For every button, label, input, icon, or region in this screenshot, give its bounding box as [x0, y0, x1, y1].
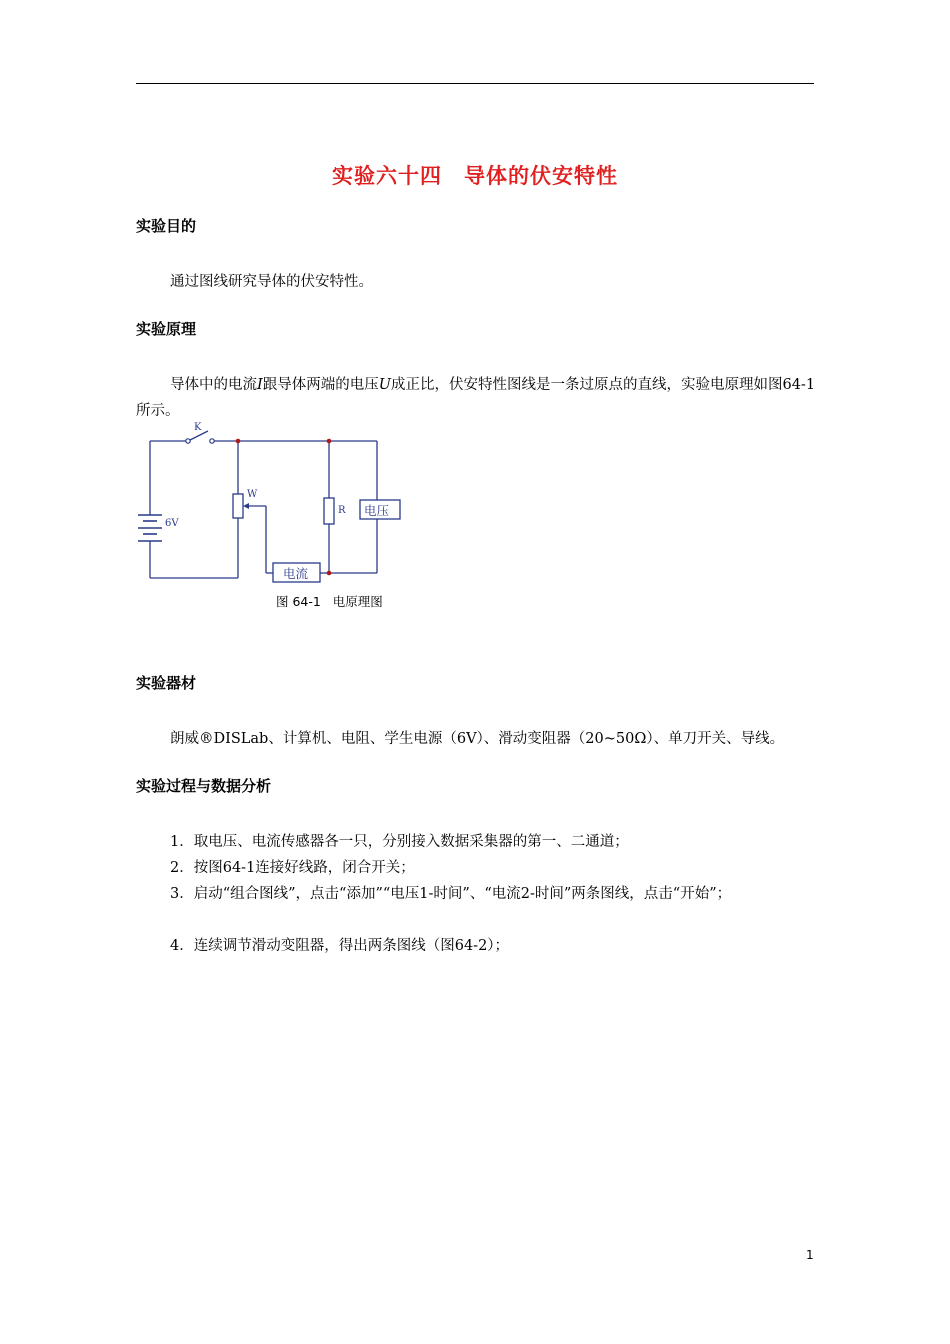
label-r: R — [338, 505, 346, 516]
variable-i: I — [257, 377, 263, 393]
variable-u: U — [378, 377, 391, 393]
equipment-paragraph — [136, 726, 816, 752]
current-box-label: 电流 — [283, 566, 309, 581]
label-w: W — [247, 489, 258, 500]
page-title: 实验六十四 导体的伏安特性 — [332, 164, 618, 188]
figure-caption: 图 64-1 电原理图 — [276, 594, 383, 609]
heading-equipment: 实验器材 — [136, 674, 197, 692]
equipment-text: 朗威®DISLab、计算机、电阻、学生电源（6V）、滑动变阻器（20~50Ω）、单刀开关、导线。 — [170, 731, 785, 747]
procedure-step-3: 3．启动“组合图线”，点击“添加”“电压1-时间”、“电流2-时间”两条图线，点击“开始”； — [170, 886, 732, 902]
purpose-text: 通过图线研究导体的伏安特性。 — [170, 274, 373, 290]
procedure-step-2: 2．按图64-1连接好线路，闭合开关； — [170, 860, 415, 876]
heading-principle: 实验原理 — [136, 320, 197, 338]
procedure-step-4: 4．连续调节滑动变阻器，得出两条图线（图64-2）； — [170, 938, 510, 954]
principle-text-a: 导体中的电流 — [170, 377, 257, 393]
purpose-paragraph — [136, 269, 816, 295]
label-battery: 6V — [165, 518, 179, 529]
page-number: 1 — [806, 1248, 814, 1262]
heading-purpose: 实验目的 — [136, 217, 197, 235]
battery-icon — [138, 515, 162, 541]
heading-procedure: 实验过程与数据分析 — [136, 777, 272, 795]
circuit-diagram — [130, 418, 430, 618]
header-rule — [136, 83, 814, 84]
principle-text-c: 成正比，伏安特性图线是一条过原点的直线，实验电原理如图64-1所示。 — [136, 377, 816, 419]
voltage-box-label: 电压 — [364, 503, 390, 518]
principle-text-b: 跟导体两端的电压 — [262, 377, 379, 393]
procedure-step-3-wrap — [136, 881, 816, 907]
procedure-step-1: 1．取电压、电流传感器各一只，分别接入数据采集器的第一、二通道； — [170, 834, 629, 850]
principle-paragraph — [136, 372, 816, 424]
label-k: K — [194, 422, 202, 433]
